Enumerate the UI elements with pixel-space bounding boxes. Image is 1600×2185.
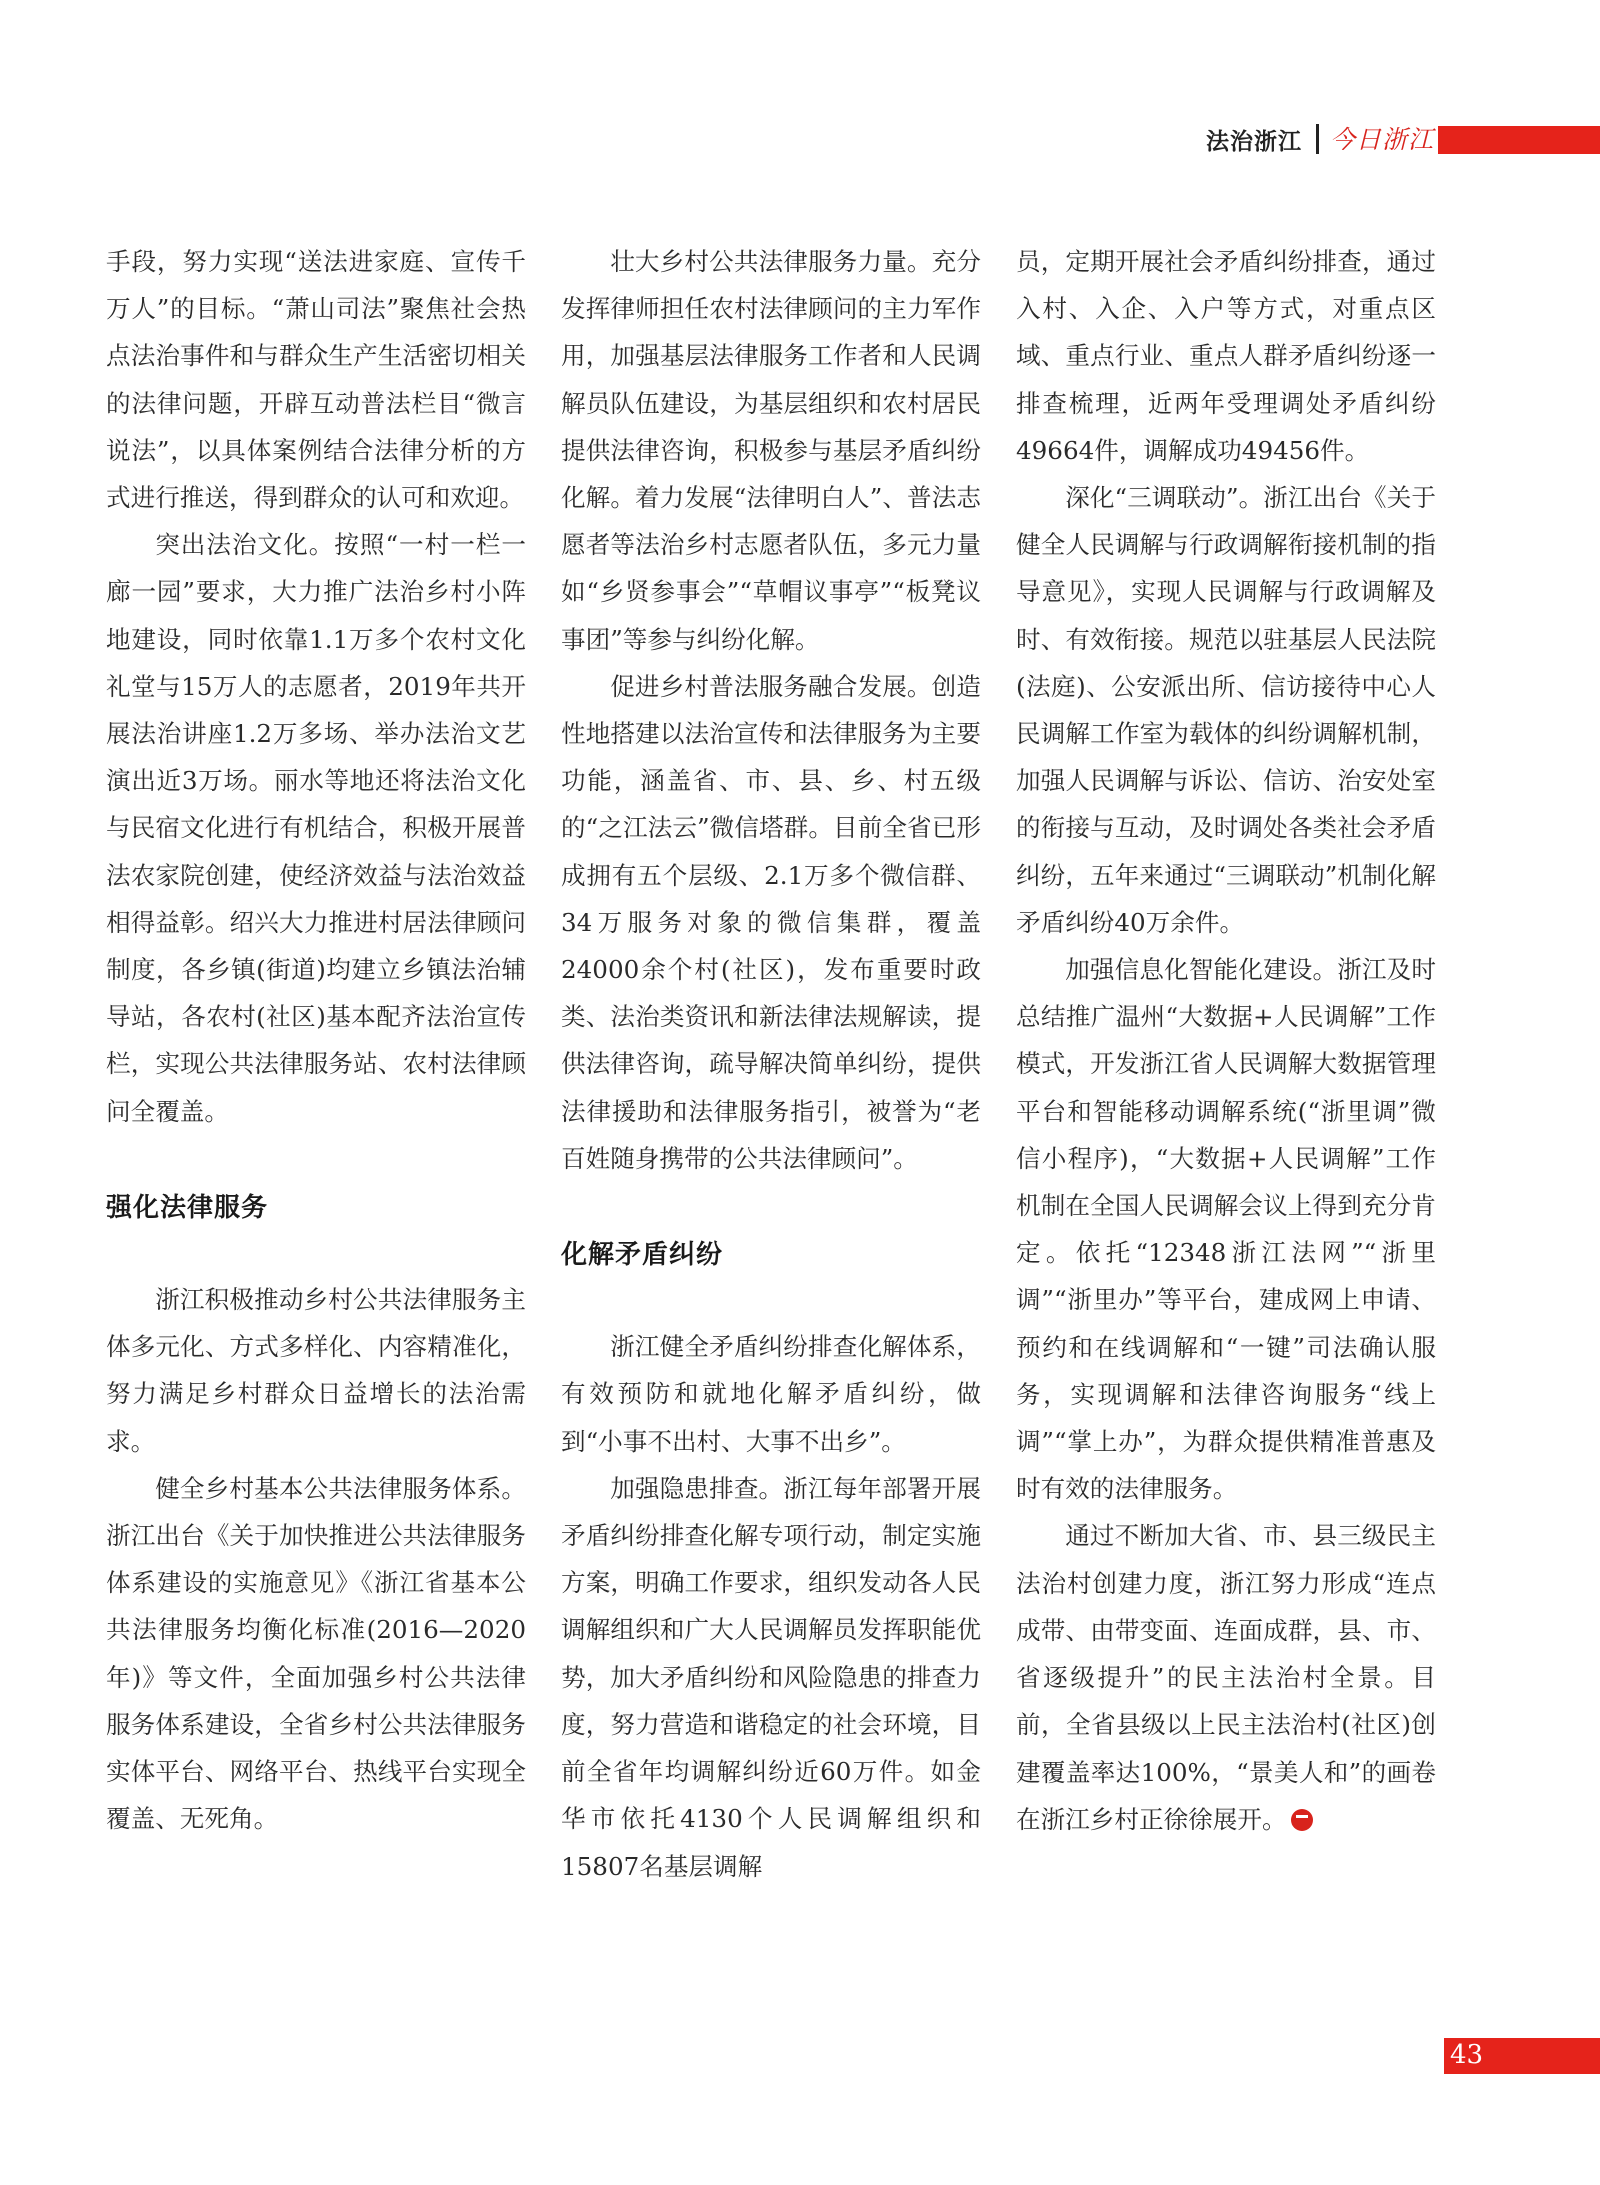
end-mark-icon [1291,1809,1313,1831]
paragraph: 突出法治文化。按照“一村一栏一廊一园”要求，大力推广法治乡村小阵地建设，同时依靠1.1万多个农村文化礼堂与15万人的志愿者，2019年共开展法治讲座1.2万多场、举办法治文艺演出近3万场。丽水等地还将法治文化与民宿文化进行有机结合，积极开展普法农家院创建，使经济效益与法治效益相得益彰。绍兴大力推进村居法律顾问制度，各乡镇(街道)均建立乡镇法治辅导站，各农村(社区)基本配齐法治宣传栏，实现公共法律服务站、农村法律顾问全覆盖。 [106,530,526,1126]
article-column-2 [561,238,981,1890]
page-number: 43 [1450,2040,1484,2070]
section-heading: 化解矛盾纠纷 [561,1240,724,1271]
section-heading: 强化法律服务 [106,1192,269,1223]
paragraph: 加强隐患排查。浙江每年部署开展矛盾纠纷排查化解专项行动，制定实施方案，明确工作要求，组织发动各人民调解组织和广大人民调解员发挥职能优势，加大矛盾纠纷和风险隐患的排查力度，努力营造和谐稳定的社会环境，目前全省年均调解纠纷近60万件。如金华市依托4130个人民调解组织和15807名基层调解 [561,1473,981,1881]
paragraph: 健全乡村基本公共法律服务体系。浙江出台《关于加快推进公共法律服务体系建设的实施意见》《浙江省基本公共法律服务均衡化标准(2016—2020年)》等文件，全面加强乡村公共法律服务体系建设，全省乡村公共法律服务实体平台、网络平台、热线平台实现全覆盖、无死角。 [106,1473,526,1834]
header-accent-bar [1438,126,1600,154]
page-header [1206,120,1600,160]
magazine-logo: 今日浙江 [1330,125,1435,154]
paragraph: 深化“三调联动”。浙江出台《关于健全人民调解与行政调解衔接机制的指导意见》，实现人民调解与行政调解及时、有效衔接。规范以驻基层人民法院(法庭)、公安派出所、信访接待中心人民调解工作室为载体的纠纷调解机制，加强人民调解与诉讼、信访、治安处室的衔接与互动，及时调处各类社会矛盾纠纷，五年来通过“三调联动”机制化解矛盾纠纷40万余件。 [1016,483,1436,937]
article-column-1 [106,238,526,1843]
paragraph: 壮大乡村公共法律服务力量。充分发挥律师担任农村法律顾问的主力军作用，加强基层法律服务工作者和人民调解员队伍建设，为基层组织和农村居民提供法律咨询，积极参与基层矛盾纠纷化解。着力发展“法律明白人”、普法志愿者等法治乡村志愿者队伍，多元力量如“乡贤参事会”“草帽议事亭”“板凳议事团”等参与纠纷化解。 [561,247,981,654]
page-number-bar [1444,2038,1600,2074]
article-column-3 [1016,238,1436,1843]
paragraph: 员，定期开展社会矛盾纠纷排查，通过入村、入企、入户等方式，对重点区域、重点行业、重点人群矛盾纠纷逐一排查梳理，近两年受理调处矛盾纠纷49664件，调解成功49456件。 [1016,247,1436,465]
paragraph: 加强信息化智能化建设。浙江及时总结推广温州“大数据+人民调解”工作模式，开发浙江省人民调解大数据管理平台和智能移动调解系统(“浙里调”微信小程序)，“大数据+人民调解”工作机制在全国人民调解会议上得到充分肯定。依托“12348浙江法网”“浙里调”“浙里办”等平台，建成网上申请、预约和在线调解和“一键”司法确认服务，实现调解和法律咨询服务“线上调”“掌上办”，为群众提供精准普惠及时有效的法律服务。 [1016,955,1436,1504]
paragraph: 浙江积极推动乡村公共法律服务主体多元化、方式多样化、内容精准化，努力满足乡村群众日益增长的法治需求。 [106,1285,526,1456]
paragraph: 促进乡村普法服务融合发展。创造性地搭建以法治宣传和法律服务为主要功能，涵盖省、市、县、乡、村五级的“之江法云”微信塔群。目前全省已形成拥有五个层级、2.1万多个微信群、34万服务对象的微信集群，覆盖24000余个村(社区)，发布重要时政类、法治类资讯和新法律法规解读，提供法律咨询，疏导解决简单纠纷，提供法律援助和法律服务指引，被誉为“老百姓随身携带的公共法律顾问”。 [561,671,981,1173]
paragraph: 浙江健全矛盾纠纷排查化解体系，有效预防和就地化解矛盾纠纷，做到“小事不出村、大事不出乡”。 [561,1332,981,1456]
section-title: 法治浙江 [1206,129,1302,155]
paragraph: 手段，努力实现“送法进家庭、宣传千万人”的目标。“萧山司法”聚焦社会热点法治事件和与群众生产生活密切相关的法律问题，开辟互动普法栏目“微言说法”，以具体案例结合法律分析的方式进行推送，得到群众的认可和欢迎。 [106,247,526,513]
header-divider [1316,124,1319,154]
paragraph: 通过不断加大省、市、县三级民主法治村创建力度，浙江努力形成“连点成带、由带变面、连面成群，县、市、省逐级提升”的民主法治村全景。目前，全省县级以上民主法治村(社区)创建覆盖率达100%，“景美人和”的画卷在浙江乡村正徐徐展开。 [1016,1521,1436,1834]
